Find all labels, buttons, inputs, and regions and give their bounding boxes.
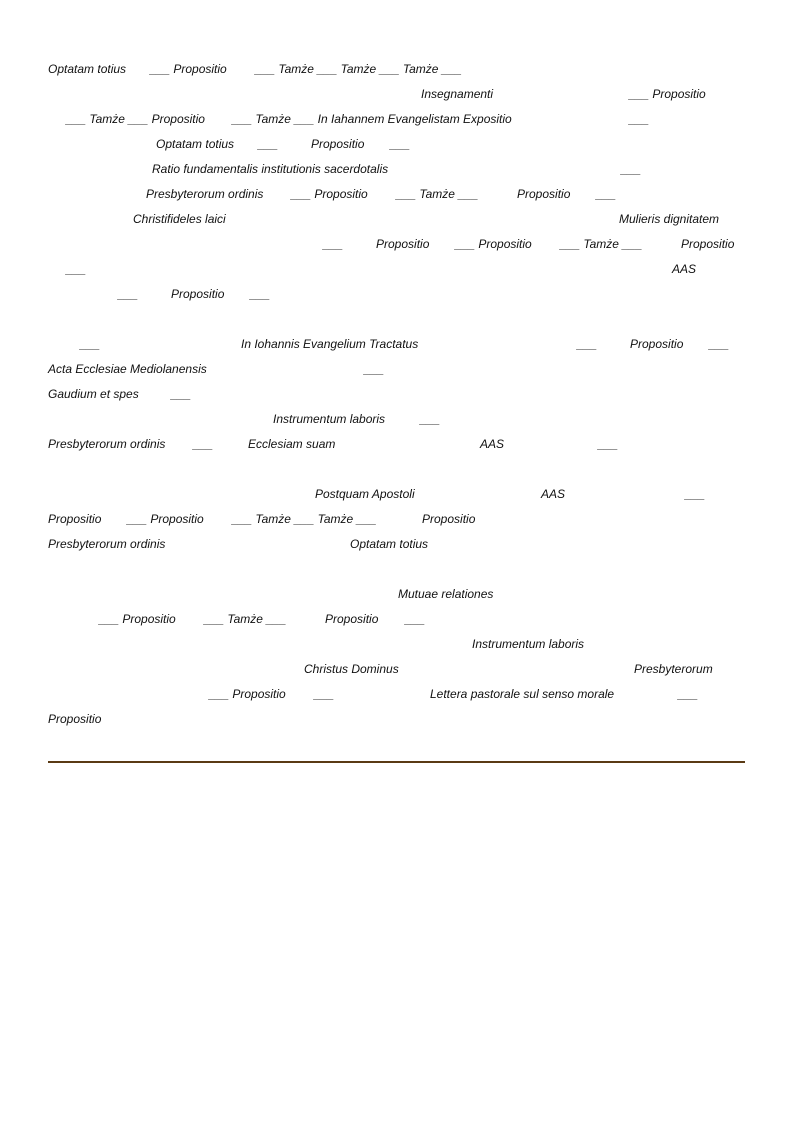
text-fragment: Instrumentum laboris — [472, 637, 585, 651]
text-fragment: ___ Propositio — [209, 687, 286, 701]
text-fragment: Acta Ecclesiae Mediolanensis — [48, 362, 207, 376]
text-fragment: ___ — [193, 437, 214, 451]
text-fragment: AAS — [672, 262, 697, 276]
text-fragment: Postquam Apostoli — [315, 487, 415, 501]
text-fragment: Optatam totius — [350, 537, 429, 551]
text-fragment: Optatam totius — [156, 137, 235, 151]
text-fragment: ___ Tamże ___ — [204, 612, 287, 626]
text-fragment: ___ — [678, 687, 699, 701]
text-fragment: ___ Tamże ___ — [396, 187, 479, 201]
text-fragment: Propositio — [48, 512, 102, 526]
text-fragment: ___ Tamże ___ Tamże ___ — [232, 512, 377, 526]
text-fragment: Presbyterorum — [634, 662, 713, 676]
text-fragment: Propositio — [630, 337, 684, 351]
text-fragment: ___ — [420, 412, 441, 426]
text-fragment: ___ Tamże ___ Tamże ___ Tamże ___ — [255, 62, 462, 76]
text-fragment: ___ — [621, 162, 642, 176]
text-fragment: Insegnamenti — [421, 87, 494, 101]
text-fragment: Propositio — [311, 137, 365, 151]
text-fragment: ___ — [405, 612, 426, 626]
text-fragment: AAS — [541, 487, 566, 501]
text-fragment: ___ — [364, 362, 385, 376]
text-fragment: Presbyterorum ordinis — [146, 187, 264, 201]
text-fragment: Ecclesiam suam — [248, 437, 336, 451]
text-fragment: ___ Tamże ___ In Iahannem Evangelistam Expositio — [232, 112, 512, 126]
text-fragment: ___ Propositio — [455, 237, 532, 251]
text-fragment: Optatam totius — [48, 62, 127, 76]
text-fragment: ___ — [171, 387, 192, 401]
text-fragment: Propositio — [48, 712, 102, 726]
text-fragment: Propositio — [376, 237, 430, 251]
text-fragment: Propositio — [325, 612, 379, 626]
text-fragment: ___ — [596, 187, 617, 201]
text-fragment: ___ — [66, 262, 87, 276]
text-fragment: ___ — [685, 487, 706, 501]
text-fragment: AAS — [480, 437, 505, 451]
text-fragment: Christus Dominus — [304, 662, 399, 676]
text-fragment: ___ — [629, 112, 650, 126]
text-fragment: ___ Propositio — [629, 87, 706, 101]
text-fragment: ___ — [258, 137, 279, 151]
text-fragment: ___ — [598, 437, 619, 451]
text-fragment: ___ — [577, 337, 598, 351]
text-fragment: Lettera pastorale sul senso morale — [430, 687, 615, 701]
text-fragment: Presbyterorum ordinis — [48, 537, 166, 551]
text-fragment: ___ Propositio — [150, 62, 227, 76]
text-fragment: ___ — [323, 237, 344, 251]
text-fragment: ___ Propositio — [291, 187, 368, 201]
text-fragment: Presbyterorum ordinis — [48, 437, 166, 451]
text-fragment: In Iohannis Evangelium Tractatus — [241, 337, 419, 351]
text-fragment: Propositio — [517, 187, 571, 201]
text-fragment: ___ Tamże ___ — [560, 237, 643, 251]
text-fragment: ___ Propositio — [99, 612, 176, 626]
text-fragment: Mulieris dignitatem — [619, 212, 720, 226]
horizontal-rule — [48, 761, 745, 763]
text-fragment: ___ — [709, 337, 730, 351]
text-fragment: Christifideles laici — [133, 212, 226, 226]
text-fragment: Propositio — [422, 512, 476, 526]
text-fragment: ___ Tamże ___ Propositio — [66, 112, 205, 126]
text-fragment: Propositio — [171, 287, 225, 301]
text-fragment: ___ — [314, 687, 335, 701]
text-fragment: ___ — [250, 287, 271, 301]
text-fragment: Gaudium et spes — [48, 387, 139, 401]
text-fragment: Mutuae relationes — [398, 587, 494, 601]
text-fragment: ___ — [118, 287, 139, 301]
text-fragment: Instrumentum laboris — [273, 412, 386, 426]
text-fragment: ___ — [390, 137, 411, 151]
text-fragment: Propositio — [681, 237, 735, 251]
text-fragment: ___ — [80, 337, 101, 351]
text-fragment: ___ Propositio — [127, 512, 204, 526]
text-fragment: Ratio fundamentalis institutionis sacerdotalis — [152, 162, 389, 176]
